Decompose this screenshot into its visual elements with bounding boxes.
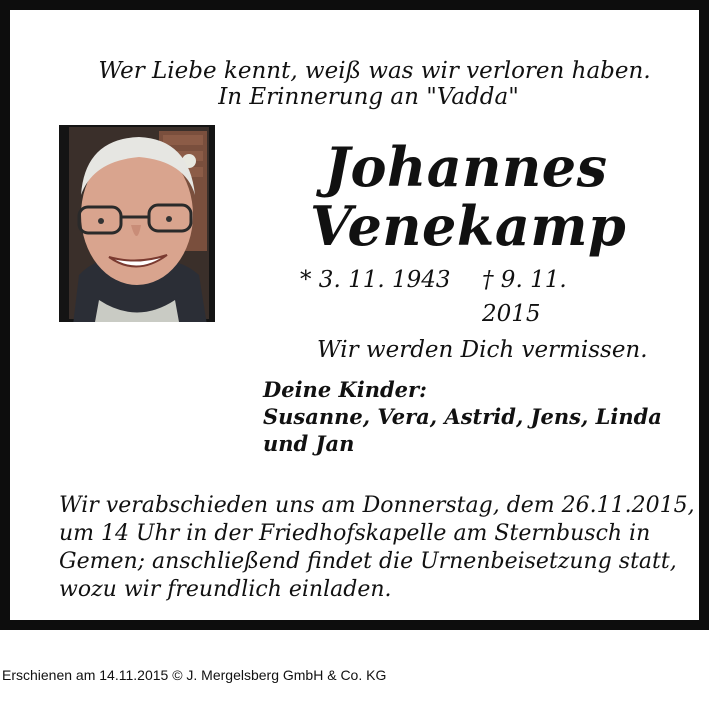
portrait-photo-icon bbox=[59, 125, 215, 322]
ceremony-line: Gemen; anschließend findet die Urnenbeisetzung statt, bbox=[59, 549, 677, 574]
motto-line-1: Wer Liebe kennt, weiß was wir verloren haben. bbox=[98, 58, 651, 84]
family-line: Susanne, Vera, Astrid, Jens, Linda bbox=[263, 404, 662, 429]
life-dates bbox=[300, 263, 630, 327]
birth-date: * 3. 11. 1943 bbox=[300, 267, 451, 293]
family-signature bbox=[263, 376, 683, 457]
portrait-photo bbox=[59, 125, 215, 322]
deceased-first-name: Johannes bbox=[324, 135, 608, 199]
motto-line-2: In Erinnerung an "Vadda" bbox=[218, 84, 519, 110]
family-line: und Jan bbox=[263, 431, 355, 456]
deceased-last-name: Venekamp bbox=[310, 194, 627, 258]
ceremony-line: Wir verabschieden uns am Donnerstag, dem 26.11.2015, bbox=[59, 493, 695, 518]
death-date: † 9. 11. 2015 bbox=[482, 267, 567, 327]
publication-footer: Erschienen am 14.11.2015 © J. Mergelsberg GmbH & Co. KG bbox=[2, 667, 387, 683]
ceremony-info bbox=[59, 492, 699, 604]
ceremony-line: wozu wir freundlich einladen. bbox=[59, 577, 392, 602]
family-line: Deine Kinder: bbox=[263, 377, 427, 402]
missing-message: Wir werden Dich vermissen. bbox=[317, 337, 648, 363]
ceremony-line: um 14 Uhr in der Friedhofskapelle am Sternbusch in bbox=[59, 521, 651, 546]
